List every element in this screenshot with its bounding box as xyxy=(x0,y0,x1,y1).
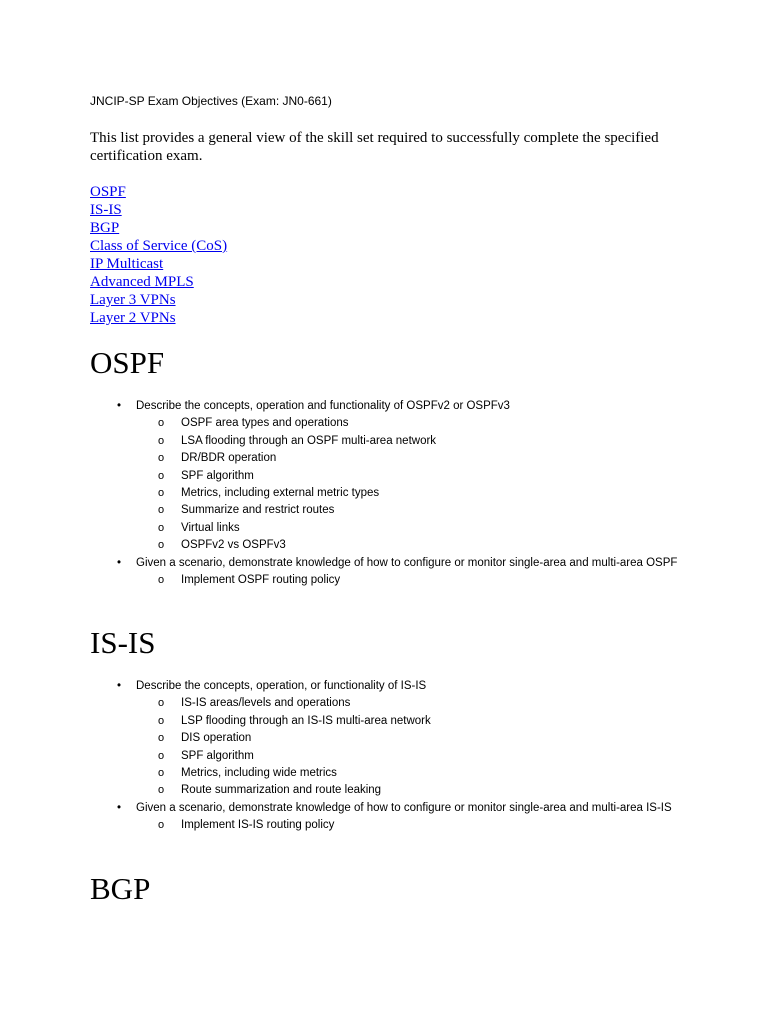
sub-marker: o xyxy=(158,732,165,745)
isis-objectives xyxy=(90,678,690,835)
objective-bullet xyxy=(90,800,690,817)
sub-item-text: LSP flooding through an IS-IS multi-area network xyxy=(181,714,431,727)
sub-item-text: Virtual links xyxy=(181,521,240,534)
sub-item xyxy=(90,537,690,554)
toc-link-layer2-vpns[interactable]: Layer 2 VPNs xyxy=(90,310,176,326)
sub-item-text: IS-IS areas/levels and operations xyxy=(181,697,351,710)
exam-title: JNCIP-SP Exam Objectives (Exam: JN0-661) xyxy=(90,94,332,108)
objective-text: Given a scenario, demonstrate knowledge of how to configure or monitor single-area and multi-area OSPF xyxy=(136,556,678,569)
sub-marker: o xyxy=(158,573,165,586)
sub-item xyxy=(90,730,690,747)
toc-item xyxy=(90,309,227,327)
sub-item-text: Implement OSPF routing policy xyxy=(181,573,341,586)
sub-item-text: LSA flooding through an OSPF multi-area network xyxy=(181,434,437,447)
sub-marker: o xyxy=(158,766,165,779)
bullet-marker: • xyxy=(116,801,122,814)
sub-item-text: Metrics, including wide metrics xyxy=(181,766,337,779)
sub-item-text: SPF algorithm xyxy=(181,469,254,482)
sub-item xyxy=(90,468,690,485)
sub-item-text: OSPF area types and operations xyxy=(181,417,349,430)
sub-item-text: OSPFv2 vs OSPFv3 xyxy=(181,539,286,552)
sub-item xyxy=(90,433,690,450)
bullet-marker: • xyxy=(116,556,122,569)
bullet-marker: • xyxy=(116,680,122,692)
section-heading-isis: IS-IS xyxy=(90,625,156,660)
section-heading-ospf: OSPF xyxy=(90,345,165,380)
sub-marker: o xyxy=(158,504,165,517)
objective-text: Given a scenario, demonstrate knowledge of how to configure or monitor single-area and multi-area IS-IS xyxy=(136,801,672,814)
objective-text: Describe the concepts, operation and functionality of OSPFv2 or OSPFv3 xyxy=(136,400,510,412)
sub-marker: o xyxy=(158,539,165,552)
bullet-marker: • xyxy=(116,400,122,412)
sub-item xyxy=(90,782,690,799)
sub-marker: o xyxy=(158,784,165,797)
toc-item xyxy=(90,237,227,255)
sub-item xyxy=(90,713,690,730)
sub-item-text: DR/BDR operation xyxy=(181,452,277,465)
sub-item xyxy=(90,415,690,432)
toc-link-layer3-vpns[interactable]: Layer 3 VPNs xyxy=(90,292,176,308)
toc-link-isis[interactable]: IS-IS xyxy=(90,202,122,218)
sub-marker: o xyxy=(158,452,165,465)
toc-link-ospf[interactable]: OSPF xyxy=(90,184,126,200)
toc-item xyxy=(90,273,227,291)
sub-marker: o xyxy=(158,469,165,482)
sub-item xyxy=(90,450,690,467)
sub-item xyxy=(90,485,690,502)
sub-item xyxy=(90,520,690,537)
sub-marker: o xyxy=(158,819,165,832)
sub-marker: o xyxy=(158,521,165,534)
sub-item xyxy=(90,817,690,834)
toc-link-advanced-mpls[interactable]: Advanced MPLS xyxy=(90,274,194,290)
sub-marker: o xyxy=(158,749,165,762)
sub-item xyxy=(90,572,690,589)
sub-item xyxy=(90,765,690,782)
intro-paragraph: This list provides a general view of the skill set required to successfully complete the specified certification exam. xyxy=(90,130,659,164)
sub-item-text: Implement IS-IS routing policy xyxy=(181,819,335,832)
sub-item-text: DIS operation xyxy=(181,732,252,745)
sub-item-text: SPF algorithm xyxy=(181,749,254,762)
sub-marker: o xyxy=(158,434,165,447)
ospf-objectives xyxy=(90,398,690,589)
sub-item xyxy=(90,695,690,712)
sub-item xyxy=(90,748,690,765)
objective-bullet xyxy=(90,398,690,415)
toc-item xyxy=(90,183,227,201)
sub-marker: o xyxy=(158,714,165,727)
toc-item xyxy=(90,291,227,309)
objective-bullet xyxy=(90,678,690,695)
toc-link-ip-multicast[interactable]: IP Multicast xyxy=(90,256,164,272)
table-of-contents xyxy=(90,183,227,327)
toc-link-cos[interactable]: Class of Service (CoS) xyxy=(90,238,228,254)
sub-marker: o xyxy=(158,417,165,430)
sub-marker: o xyxy=(158,697,165,710)
objective-text: Describe the concepts, operation, or functionality of IS-IS xyxy=(136,680,427,692)
toc-item xyxy=(90,219,227,237)
sub-marker: o xyxy=(158,486,165,499)
sub-item-text: Summarize and restrict routes xyxy=(181,504,335,517)
sub-item-text: Route summarization and route leaking xyxy=(181,784,382,797)
toc-item xyxy=(90,201,227,219)
objective-bullet xyxy=(90,555,690,572)
sub-item-text: Metrics, including external metric types xyxy=(181,486,380,499)
section-heading-bgp: BGP xyxy=(90,871,151,906)
sub-item xyxy=(90,502,690,519)
toc-link-bgp[interactable]: BGP xyxy=(90,220,120,236)
toc-item xyxy=(90,255,227,273)
